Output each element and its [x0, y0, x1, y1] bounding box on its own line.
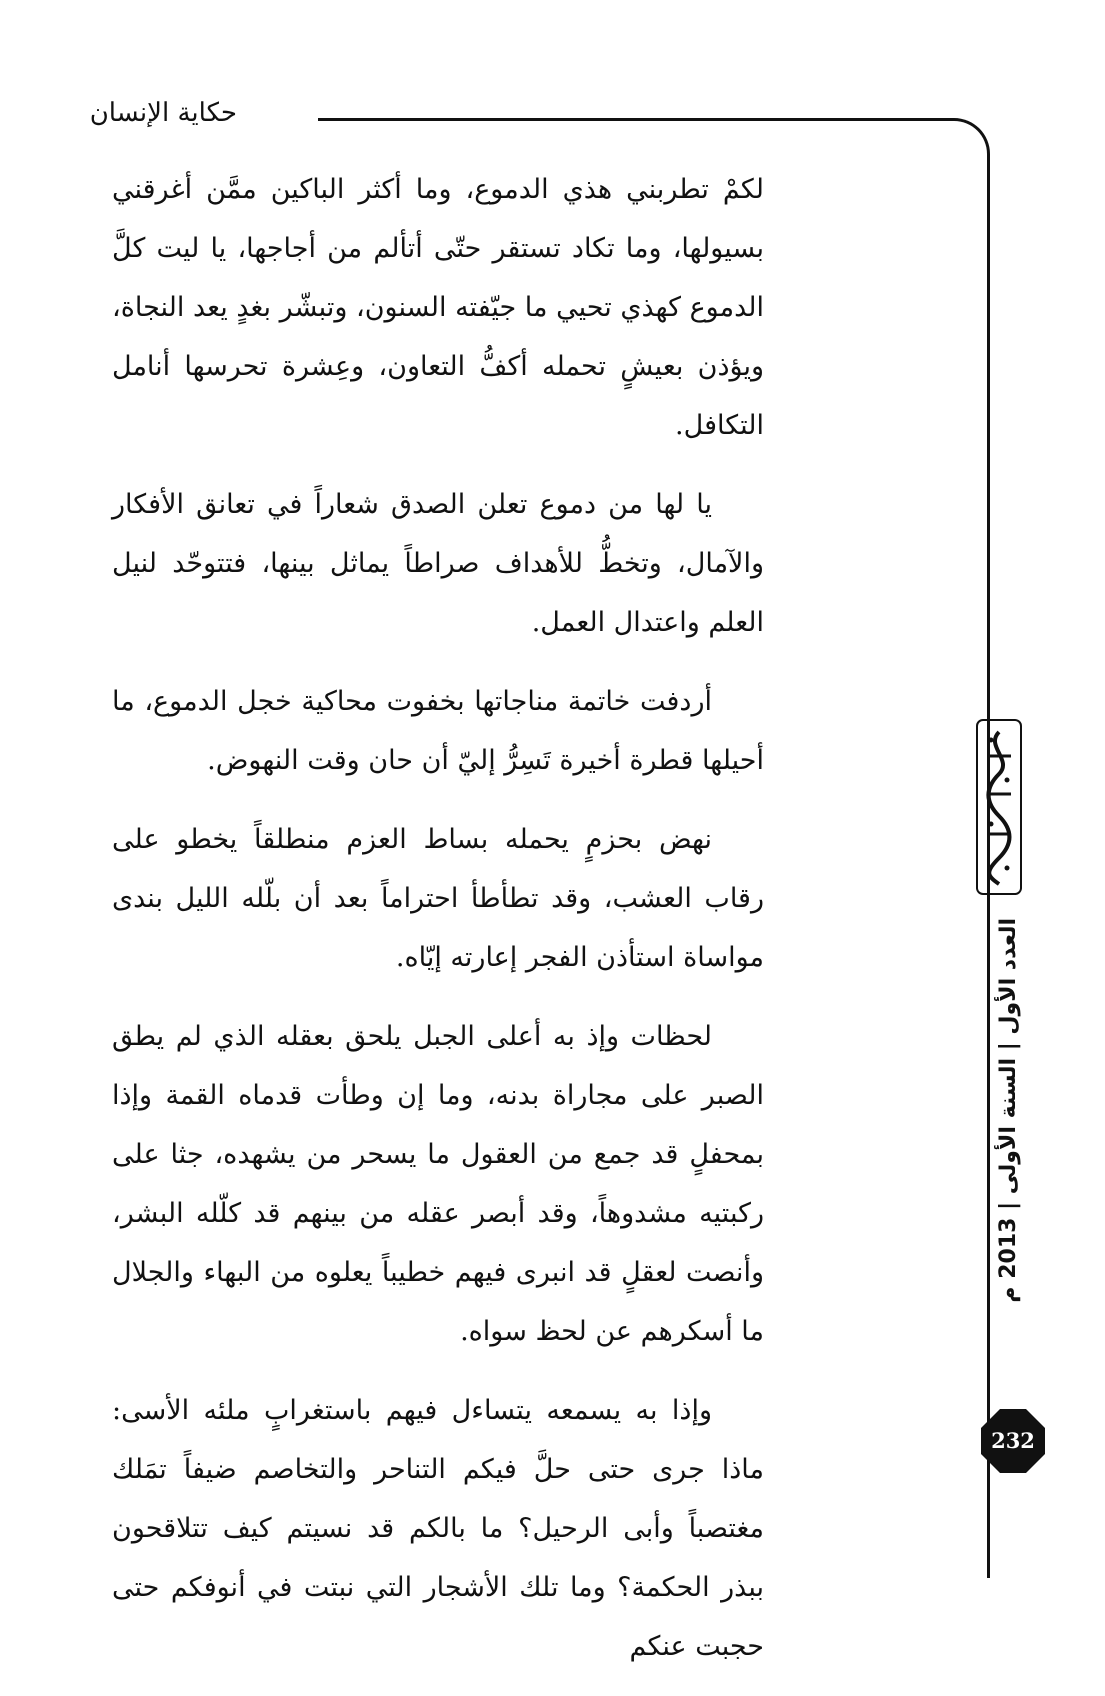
paragraph: لحظات وإذ به أعلى الجبل يلحق بعقله الذي لم يطق الصبر على مجاراة بدنه، وما إن وطأت قدماه القمة وإذا بمحفلٍ قد جمع من العقول ما يسحر من يشهده، جثا على ركبتيه مشدوهاً، وقد أبصر عقله من بينهم قد كلّله البشر، وأنصت لعقلٍ قد انبرى فيهم خطيباً يعلوه من البهاء والجلال ما أسكرهم عن لحظ سواه. [112, 1021, 764, 1347]
issue-info: العدد الأول | السنة الأولى | 2013 م [996, 918, 1021, 1303]
paragraph: أردفت خاتمة مناجاتها بخفوت محاكية خجل الدموع، ما أحيلها قطرة أخيرة تَسِرُّ إليّ أن حان وقت النهوض. [112, 686, 764, 776]
paragraph: يا لها من دموع تعلن الصدق شعاراً في تعانق الأفكار والآمال، وتخطُّ للأهداف صراطاً يماثل بينها، فتتوحّد لنيل العلم واعتدال العمل. [112, 489, 764, 638]
paragraph: لكمْ تطربني هذي الدموع، وما أكثر الباكين ممَّن أغرقني بسيولها، وما تكاد تستقر حتّى أتألم من أجاجها، يا ليت كلَّ الدموع كهذي تحيي ما جيّفته السنون، وتبشّر بغدٍ يعد النجاة، ويؤذن بعيشٍ تحمله أكفُّ التعاون، وعِشرة تحرسها أنامل التكافل. [112, 174, 764, 441]
running-header-title: حكاية الإنسان [89, 98, 237, 128]
journal-logo-mark [973, 716, 1025, 898]
paragraph: وإذا به يسمعه يتساءل فيهم باستغرابٍ ملئه الأسى: ماذا جرى حتى حلَّ فيكم التناحر والتخاصم ضيفاً تمَلك مغتصباً وأبى الرحيل؟ ما بالكم قد نسيتم كيف تتلاقحون ببذر الحكمة؟ وما تلك الأشجار التي نبتت في أنوفكم حتى حجبت عنكم [112, 1395, 764, 1662]
page-number: 232 [991, 1428, 1035, 1453]
paragraph: نهض بحزمٍ يحمله بساط العزم منطلقاً يخطو على رقاب العشب، وقد تطأطأ احتراماً بعد أن بلّله الليل بندى مواساة استأذن الفجر إعارته إيّاه. [112, 824, 764, 973]
page-number-badge [980, 1408, 1046, 1474]
journal-calligraphy-logo [973, 716, 1025, 898]
article-body [112, 160, 764, 1696]
